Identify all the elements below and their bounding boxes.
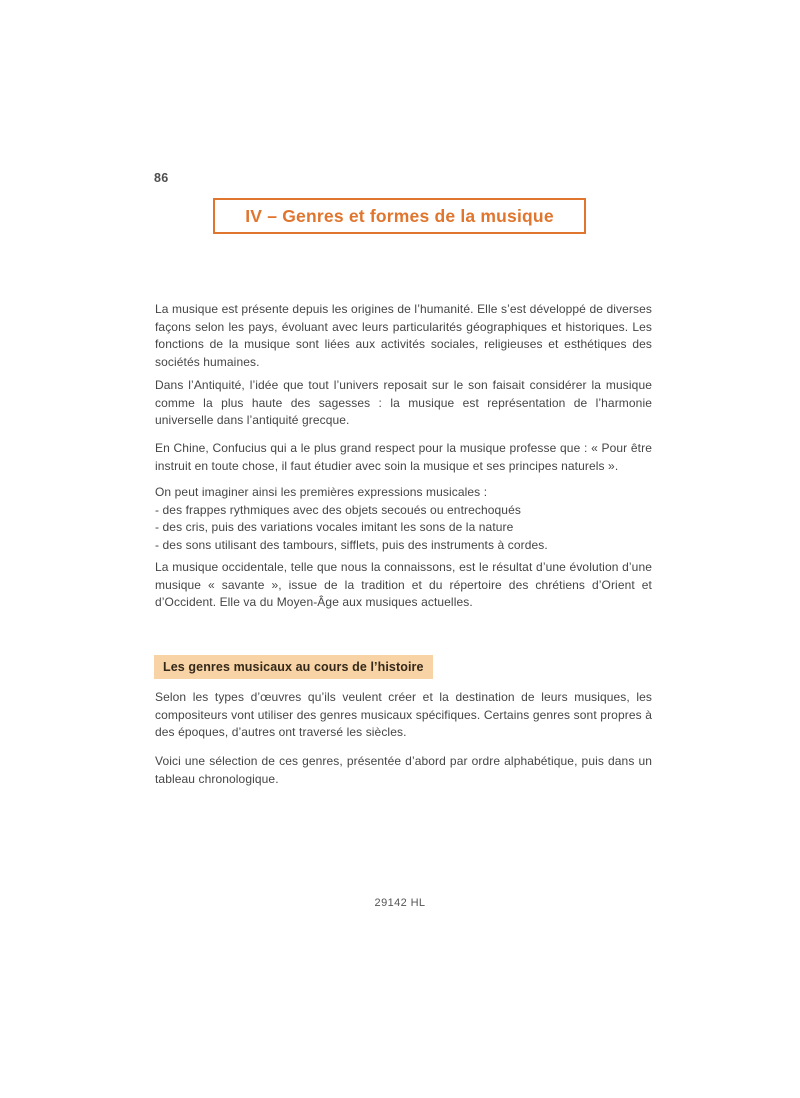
print-reference: 29142 HL — [374, 897, 426, 909]
intro-paragraph-3: En Chine, Confucius qui a le plus grand respect pour la musique professe que : « Pour être instruit en toute chose, il faut étudier avec soin la musique et ses principes naturels ». — [155, 441, 652, 473]
section-paragraph-1: Selon les types d’œuvres qu’ils veulent créer et la destination de leurs musiques, les compositeurs vont utiliser des genres musicaux spécifiques. Certains genres sont propres à des époques, d’autres ont traversé les siècles. — [155, 690, 652, 739]
intro-paragraph-1: La musique est présente depuis les origines de l’humanité. Elle s’est développé de diverses façons selon les pays, évoluant avec leurs particularités géographiques et historiques. Les fonctions de la musique sont liées aux activités sociales, religieuses et esthétiques des sociétés humaines. — [155, 302, 652, 369]
list-item: - des frappes rythmiques avec des objets secoués ou entrechoqués — [155, 502, 521, 517]
intro-paragraph-4: La musique occidentale, telle que nous la connaissons, est le résultat d’une évolution d’une musique « savante », issue de la tradition et du répertoire des chrétiens d’Orient et d’Occident. Elle va du Moyen-Âge aux musiques actuelles. — [155, 560, 652, 609]
section-heading-wrap — [154, 655, 433, 679]
page-number: 86 — [154, 171, 169, 185]
section-paragraph-2: Voici une sélection de ces genres, présentée d’abord par ordre alphabétique, puis dans un tableau chronologique. — [155, 754, 652, 786]
list-intro: On peut imaginer ainsi les premières expressions musicales : — [155, 485, 488, 499]
chapter-title-box — [213, 198, 586, 234]
section-heading: Les genres musicaux au cours de l’histoire — [154, 655, 433, 679]
chapter-title: IV – Genres et formes de la musique — [245, 205, 554, 226]
list-block — [155, 484, 652, 554]
list-item: - des sons utilisant des tambours, sifflets, puis des instruments à cordes. — [155, 537, 548, 552]
list-item: - des cris, puis des variations vocales imitant les sons de la nature — [155, 520, 514, 534]
intro-paragraph-2: Dans l’Antiquité, l’idée que tout l’univers reposait sur le son faisait considérer la musique comme la plus haute des sagesses : la musique est représentation de l’harmonie universelle dans l’antiquité grecque. — [155, 378, 652, 427]
